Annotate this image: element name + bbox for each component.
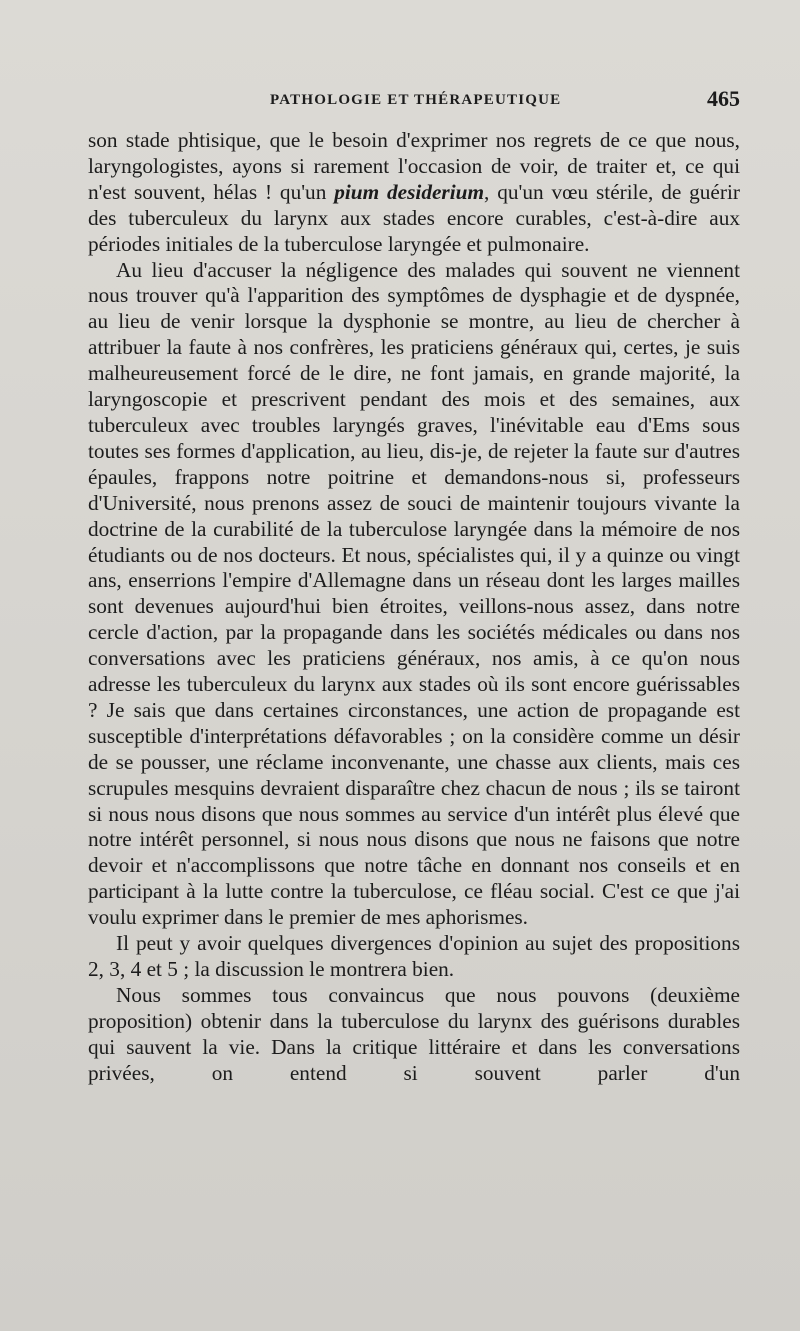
- paragraph-2: Au lieu d'accuser la négligence des malades qui souvent ne viennent nous trouver qu'à l'apparition des symptômes de dysphagie et de dyspnée, au lieu de venir lorsque la dysphonie se montre, au lieu de chercher à attribuer la faute à nos confrères, les praticiens généraux qui, certes, je suis malheureusement forcé de le dire, ne font jamais, en grande majorité, la laryngoscopie et prescrivent pendant des mois et des semaines, aux tuberculeux avec troubles laryngés graves, l'inévitable eau d'Ems sous toutes ses formes d'application, au lieu, dis-je, de rejeter la faute sur d'autres épaules, frappons notre poitrine et demandons-nous si, professeurs d'Université, nous prenons assez de souci de maintenir toujours vivante la doctrine de la curabilité de la tuberculose laryngée dans la mémoire de nos étudiants ou de nos docteurs. Et nous, spécialistes qui, il y a quinze ou vingt ans, enserrions l'empire d'Allemagne dans un réseau dont les larges mailles sont devenues aujourd'hui bien étroites, veillons-nous assez, dans notre cercle d'action, par la propagande dans les sociétés médicales ou dans nos conversations avec les praticiens généraux, nos amis, à ce qu'on nous adresse les tuberculeux du larynx aux stades où ils sont encore guérissables ? Je sais que dans certaines circonstances, une action de propagande est susceptible d'interprétations défavorables ; on la considère comme un désir de se pousser, une réclame inconvenante, une chasse aux clients, mais ces scrupules mesquins devraient disparaître chez chacun de nous ; ils se tairont si nous nous disons que nous sommes au service d'un intérêt plus élevé que notre intérêt personnel, si nous nous disons que nous ne faisons que notre devoir et n'accomplissons que notre tâche en donnant nos conseils et en participant à la lutte contre la tuberculose, ce fléau social. C'est ce que j'ai voulu exprimer dans le premier de mes aphorismes.: [88, 257, 740, 930]
- page-header: [88, 86, 740, 114]
- paragraph-1-text-end: , qu'un vœu stérile, de guérir des tuberculeux du larynx aux stades encore curables, c'est-à-dire aux périodes initiales de la tuberculose laryngée et pulmonaire.: [88, 179, 740, 256]
- paragraph-1-italic: pium desiderium: [334, 179, 485, 204]
- paragraph-1-text-start: son stade phtisique, que le besoin d'exprimer nos regrets de ce que nous, laryngologistes, ayons si rarement l'occasion de voir, de traiter et, ce qui n'est souvent, hélas ! qu'un: [88, 128, 740, 204]
- paragraph-4: Nous sommes tous convaincus que nous pouvons (deuxième proposition) obtenir dans la tuberculose du larynx des guérisons durables qui sauvent la vie. Dans la critique littéraire et dans les conversations privées, on entend si souvent parler d'un: [88, 982, 740, 1085]
- page-number: 465: [707, 86, 740, 111]
- paragraph-3: Il peut y avoir quelques divergences d'opinion au sujet des propositions 2, 3, 4 et 5 ; la discussion le montrera bien.: [88, 931, 740, 981]
- running-title: PATHOLOGIE ET THÉRAPEUTIQUE: [270, 92, 562, 108]
- page-body: [88, 128, 740, 1087]
- paragraph-1: [88, 128, 740, 258]
